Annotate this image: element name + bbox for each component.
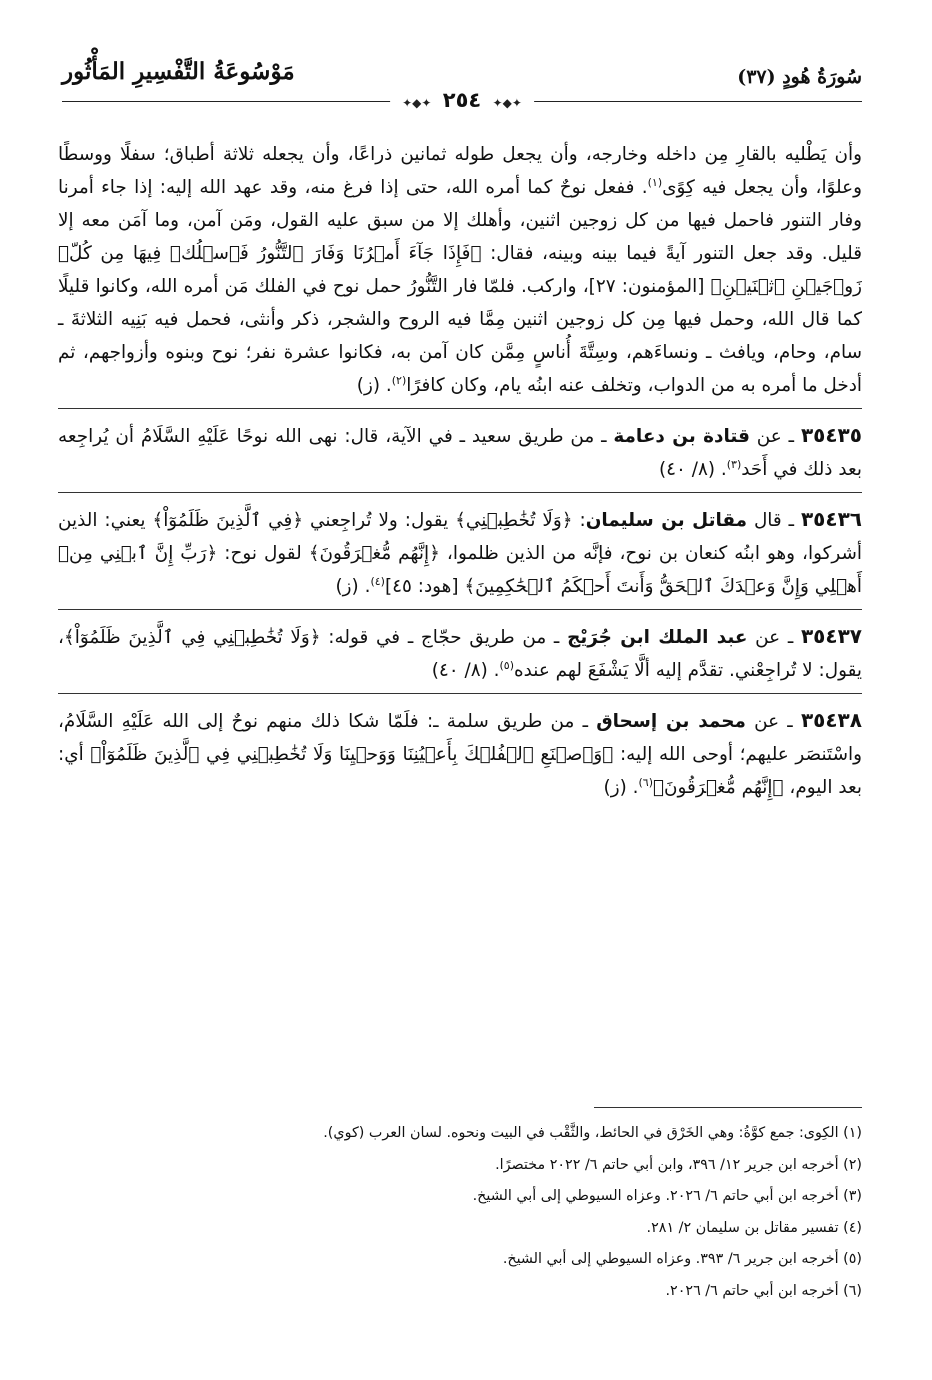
footnote-ref: (٤): [370, 574, 385, 588]
entry-number: ٣٥٤٣٦: [800, 507, 863, 531]
entry-text: ـ من طريق حجّاج ـ في قوله: ﴿وَلَا تُخَٰطِبۡنِي فِي ٱلَّذِينَ ظَلَمُوٓاْ﴾، يقول: لا تُراجِعْني. تقدَّم إليه ألَّا يَشْفَعَ لهم عنده: [58, 627, 862, 681]
main-text: [58, 138, 862, 804]
footnote-1: (١) الكِوى: جمع كوَّةُ: وهي الخَرْق في الحائط، والثَّقْب في البيت ونحوه. لسان العرب (كوي).: [323, 1125, 862, 1141]
page-header: [62, 58, 862, 112]
entry-35435: [58, 419, 862, 486]
footnote-3: (٣) أخرجه ابن أبي حاتم ٦/ ٢٠٢٦. وعزاه السيوطي إلى أبي الشيخ.: [472, 1188, 862, 1204]
ornament-icon: ✦◆✦: [402, 96, 432, 110]
footnote-4: (٤) تفسير مقاتل بن سليمان ٢/ ٢٨١.: [646, 1219, 862, 1236]
narrator-name: محمد بن إسحاق: [596, 711, 746, 732]
entry-35438: [58, 704, 862, 804]
footnote-6: (٦) أخرجه ابن أبي حاتم ٦/ ٢٠٢٦.: [665, 1282, 862, 1299]
entry-source: . (ز): [335, 576, 371, 597]
entry-lead: ـ عن: [747, 627, 801, 648]
entry-source: . (ز): [603, 777, 639, 798]
entry-text: : ﴿وَلَا تُخَٰطِبۡنِي﴾ يقول: ولا تُراجِعني ﴿فِي ٱلَّذِينَ ظَلَمُوٓاْ﴾ يعني: الذين أشركوا، وهو ابنُه كنعان بن نوح، فإنَّه من الذين ظلموا، ﴿إِنَّهُم مُّغۡرَقُونَ﴾ لقول نوح: ﴿رَبِّ إِنَّ ٱبۡنِي مِنۡ أَهۡلِي وَإِنَّ وَعۡدَكَ ٱلۡحَقُّ وَأَنتَ أَحۡكَمُ ٱلۡحَٰكِمِينَ﴾ [هود: ٤٥]: [58, 510, 862, 597]
paragraph-continuation: [58, 138, 862, 402]
entry-lead: ـ عن: [749, 426, 801, 447]
entry-number: ٣٥٤٣٥: [800, 423, 862, 447]
footnote-ref: (٣): [726, 457, 742, 471]
footnote-ref: (٥): [499, 658, 514, 672]
entry-text: ـ من طريق سعيد ـ في الآية، قال: نهى الله نوحًا عَلَيْهِ السَّلَامُ أن يُراجِعه بعد ذلك في أَحَد: [58, 426, 862, 480]
footnote-rule: [594, 1107, 862, 1108]
paragraph-text: . (ز): [356, 375, 392, 396]
entry-divider: [58, 408, 862, 409]
entry-lead: ـ عن: [745, 711, 801, 732]
footnote-ref: (٦): [638, 775, 653, 789]
paragraph-text: . ففعل نوحٌ كما أمره الله، حتى إذا فرغ منه، وقد عهد الله إليه: إذا جاء أمرنا وفار التنور فاحمل فيها من كل زوجين اثنين، وأهلك إلا من سبق عليه القول، ومَن آمن، وما آمَن معه إلا قليل. وقد جعل التنور آيةً فيما بينه وبينه، فقال: ﴿فَإِذَا جَآءَ أَمۡرُنَا وَفَارَ ٱلتَّنُّورُ فَٱسۡلُكۡ فِيهَا مِن كُلّٖ زَوۡجَيۡنِ ٱثۡنَيۡنِ﴾ [المؤمنون: ٢٧]، واركب. فلمّا فار التَّنُّورُ حمل نوح في الفلك مَن أمره الله، وكانوا قليلًا كما قال الله، وحمل فيها مِن كل زوجين اثنين مِمَّا فيه الروح والشجر، ذكر وأنثى، فحمل فيه بَنِيه الثلاثةَ ـ سام، وحام، ويافث ـ ونساءَهم، وسِتَّةَ أُناسٍ مِمَّن كان آمن به، فكانوا عشرة نفر؛ نوح وبنوه وأزواجهم، ثم أدخل ما أمره به من الدواب، وتخلف عنه ابنُه يام، وكان كافرًا: [58, 177, 862, 396]
footnote-ref: (١): [647, 175, 663, 189]
narrator-name: عبد الملك ابن جُرَيْج: [567, 627, 748, 648]
entry-source: . (٨/ ٤٠): [431, 660, 500, 681]
surah-title: سُورَةُ هُودٍ (٣٧): [737, 66, 862, 88]
narrator-name: مقاتل بن سليمان: [585, 510, 748, 531]
entry-number: ٣٥٤٣٨: [800, 708, 862, 732]
entry-lead: ـ قال: [747, 510, 801, 531]
series-title: مَوْسُوعَةُ التَّفْسِيرِ المَأْثُور: [62, 58, 295, 85]
entry-divider: [58, 609, 862, 610]
entry-source: . (٨/ ٤٠): [658, 459, 727, 480]
entry-divider: [58, 492, 862, 493]
ornament-icon: ✦◆✦: [492, 96, 522, 110]
footnotes: [58, 1118, 862, 1307]
page-number-box: [390, 88, 534, 112]
footnote-2: (٢) أخرجه ابن جرير ١٢/ ٣٩٦، وابن أبي حاتم ٦/ ٢٠٢٢ مختصرًا.: [495, 1156, 862, 1173]
entry-divider: [58, 693, 862, 694]
entry-text: ـ من طريق سلمة ـ: فلَمّا شكا ذلك منهم نوحٌ إلى الله عَلَيْهِ السَّلَامُ، واسْتَنصَر عليهم؛ أوحى الله إليه: ﴿وَٱصۡنَعِ ٱلۡفُلۡكَ بِأَعۡيُنِنَا وَوَحۡيِنَا وَلَا تُخَٰطِبۡنِي فِي ٱلَّذِينَ ظَلَمُوٓاْ﴾ أي: بعد اليوم، ﴿إِنَّهُم مُّغۡرَقُونَ﴾: [58, 711, 862, 798]
narrator-name: قتادة بن دعامة: [613, 426, 750, 447]
page-number: ٢٥٤: [442, 88, 482, 112]
entry-35437: [58, 620, 862, 687]
footnote-ref: (٢): [391, 373, 407, 387]
entry-35436: [58, 503, 862, 603]
paragraph-text: وأن يَطْليه بالقارِ مِن داخله وخارجه، وأن يجعل طوله ثمانين ذراعًا، وأن يجعله ثلاثة أطباق؛ سفلًا ووسطًا وعلوًا، وأن يجعل فيه كِوًى: [58, 144, 863, 198]
entry-number: ٣٥٤٣٧: [800, 624, 863, 648]
footnote-5: (٥) أخرجه ابن جرير ٦/ ٣٩٣. وعزاه السيوطي إلى أبي الشيخ.: [502, 1251, 862, 1267]
